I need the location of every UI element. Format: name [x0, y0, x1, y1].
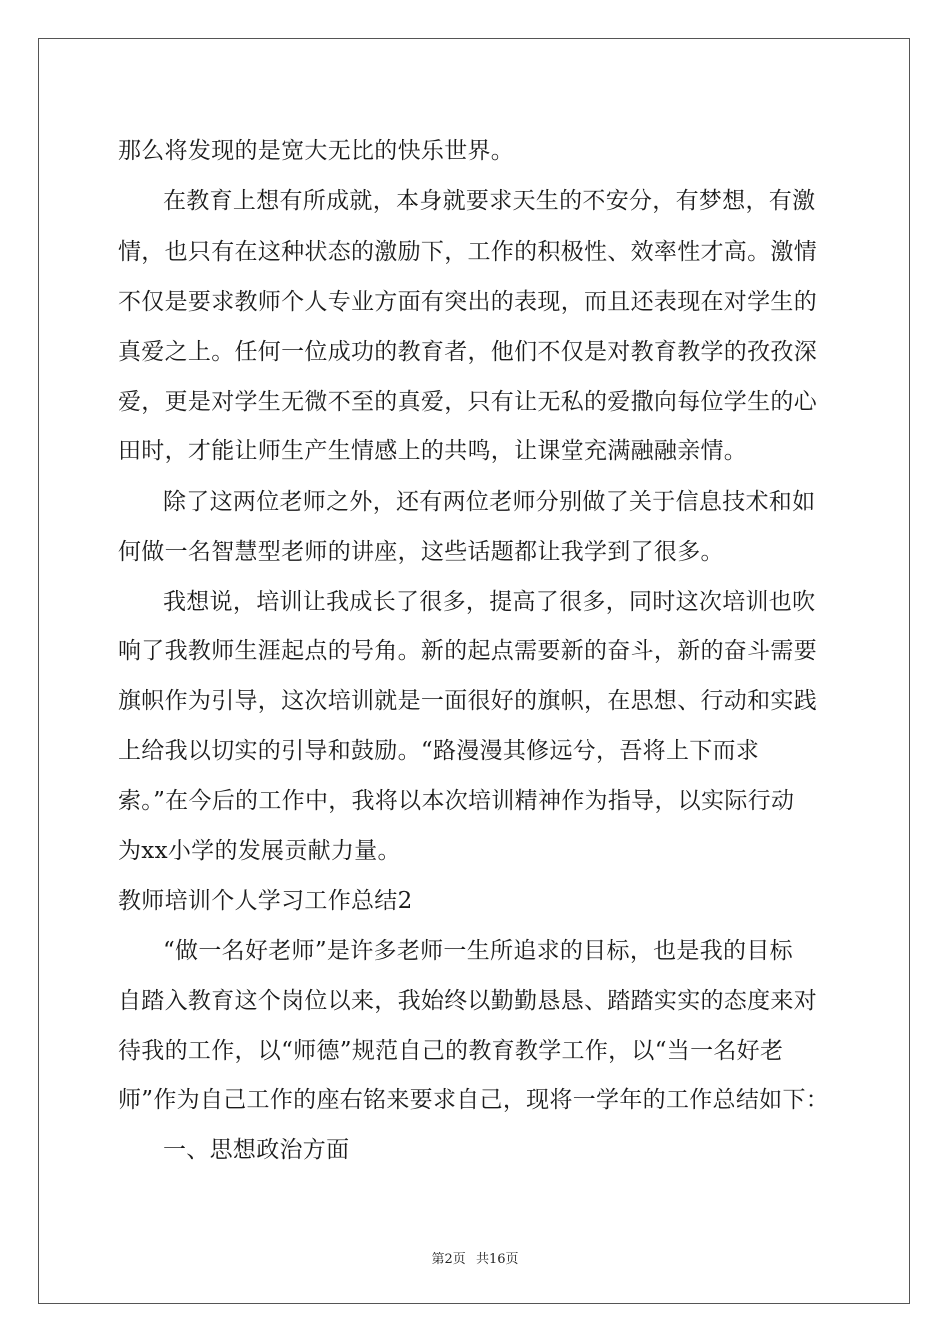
page-number-current: 第2页	[431, 1252, 466, 1267]
body-line: 何做一名智慧型老师的讲座，这些话题都让我学到了很多。	[118, 539, 724, 565]
body-line: 自踏入教育这个岗位以来，我始终以勤勤恳恳、踏踏实实的态度来对	[118, 988, 817, 1014]
body-line: “做一名好老师”是许多老师一生所追求的目标，也是我的目标	[163, 938, 793, 964]
page-footer	[0, 1248, 950, 1267]
body-line: 响了我教师生涯起点的号角。新的起点需要新的奋斗，新的奋斗需要	[118, 638, 817, 664]
body-line: 在教育上想有所成就，本身就要求天生的不安分，有梦想，有激	[163, 188, 816, 214]
body-line: 田时，才能让师生产生情感上的共鸣，让课堂充满融融亲情。	[118, 438, 748, 464]
body-line: 待我的工作，以“师德”规范自己的教育教学工作，以“当一名好老	[118, 1038, 784, 1064]
body-line: 索。”在今后的工作中，我将以本次培训精神作为指导，以实际行动	[118, 788, 795, 814]
body-line: 我想说，培训让我成长了很多，提高了很多，同时这次培训也吹	[163, 589, 816, 615]
body-line: 那么将发现的是宽大无比的快乐世界。	[118, 138, 515, 164]
body-line: 旗帜作为引导，这次培训就是一面很好的旗帜，在思想、行动和实践	[118, 688, 817, 714]
body-line: 上给我以切实的引导和鼓励。“路漫漫其修远兮，吾将上下而求	[118, 738, 760, 764]
section-heading: 教师培训个人学习工作总结2	[118, 888, 413, 914]
body-line: 师”作为自己工作的座右铭来要求自己，现将一学年的工作总结如下：	[118, 1087, 830, 1113]
body-line: 情，也只有在这种状态的激励下，工作的积极性、效率性才高。激情	[118, 239, 817, 265]
body-line: 为xx小学的发展贡献力量。	[118, 838, 401, 864]
body-line: 除了这两位老师之外，还有两位老师分别做了关于信息技术和如	[163, 489, 816, 515]
body-line: 真爱之上。任何一位成功的教育者，他们不仅是对教育教学的孜孜深	[118, 339, 817, 365]
subsection-heading: 一、思想政治方面	[163, 1137, 350, 1163]
body-line: 爱，更是对学生无微不至的真爱，只有让无私的爱撒向每位学生的心	[118, 389, 817, 415]
page-number-total: 共16页	[475, 1252, 519, 1267]
body-line: 不仅是要求教师个人专业方面有突出的表现，而且还表现在对学生的	[118, 289, 817, 315]
